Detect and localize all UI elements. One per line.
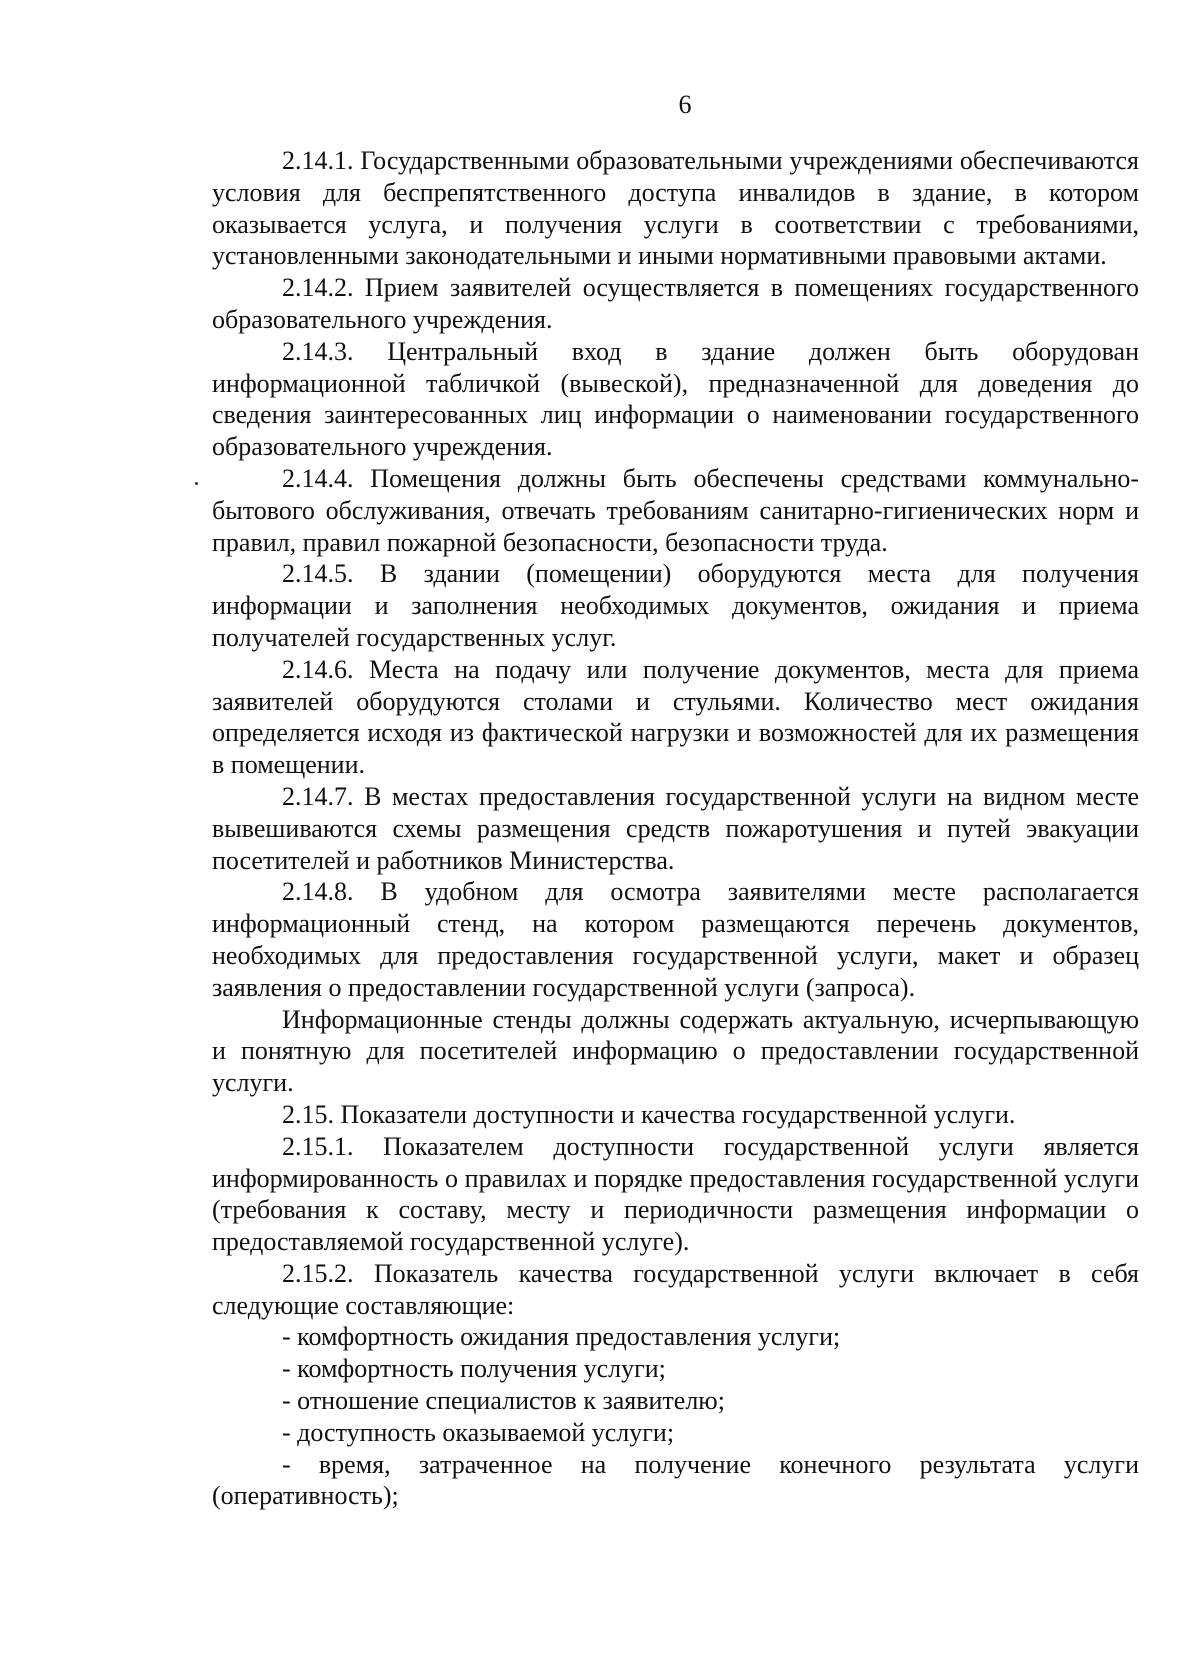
list-item-specialist-attitude: - отношение специалистов к заявителю; bbox=[282, 1386, 725, 1416]
list-item-time-spent: - время, затраченное на получение конечного результата услуги (оперативность); bbox=[212, 1449, 1139, 1511]
page-number: 6 bbox=[678, 90, 692, 119]
paragraph-2-14-4: 2.14.4. Помещения должны быть обеспечены средствами коммунально-бытового обслуживания, отвечать требованиям санитарно-гигиенических норм и правил, правил пожарной безопасности, безопасности труда. bbox=[212, 463, 1139, 557]
paragraph-2-14-7: 2.14.7. В местах предоставления государственной услуги на видном месте вывешиваются схемы размещения средств пожаротушения и путей эвакуации посетителей и работников Министерства. bbox=[212, 781, 1139, 875]
document-body bbox=[212, 145, 1139, 1512]
paragraph-2-14-2: 2.14.2. Прием заявителей осуществляется в помещениях государственного образовательного учреждения. bbox=[212, 273, 1139, 334]
paragraph-2-14-3: 2.14.3. Центральный вход в здание должен быть оборудован информационной табличкой (вывеской), предназначенной для доведения до сведения заинтересованных лиц информации о наименовании государственного образовательного учреждения. bbox=[212, 336, 1139, 462]
list-item-service-accessibility: - доступность оказываемой услуги; bbox=[282, 1417, 675, 1447]
paragraph-2-14-8: 2.14.8. В удобном для осмотра заявителями месте располагается информационный стенд, на котором размещаются перечень документов, необходимых для предоставления государственной услуги, макет и образец заявления о предоставлении государственной услуги (запроса). bbox=[212, 877, 1139, 1002]
paragraph-2-14-1: 2.14.1. Государственными образовательными учреждениями обеспечиваются условия для беспрепятственного доступа инвалидов в здание, в котором оказывается услуга, и получения услуги в соответствии с требованиями, установленными законодательными и иными нормативными правовыми актами. bbox=[212, 146, 1139, 271]
paragraph-information-stands: Информационные стенды должны содержать актуальную, исчерпывающую и понятную для посетителей информацию о предоставлении государственной услуги. bbox=[212, 1004, 1139, 1098]
list-item-receiving-comfort: - комфортность получения услуги; bbox=[282, 1354, 666, 1384]
paragraph-2-14-6: 2.14.6. Места на подачу или получение документов, места для приема заявителей оборудуются столами и стульями. Количество мест ожидания определяется исходя из фактической нагрузки и возможностей для их размещения в помещении. bbox=[212, 654, 1139, 780]
scan-speck bbox=[195, 482, 198, 485]
paragraph-2-15-1: 2.15.1. Показателем доступности государственной услуги является информированность о правилах и порядке предоставления государственной услуги (требования к составу, месту и периодичности размещения информации о предоставляемой государственной услуге). bbox=[212, 1131, 1139, 1257]
paragraph-2-15-2: 2.15.2. Показатель качества государственной услуги включает в себя следующие составляющие: bbox=[212, 1258, 1139, 1320]
paragraph-2-14-5: 2.14.5. В здании (помещении) оборудуются места для получения информации и заполнения необходимых документов, ожидания и приема получателей государственных услуг. bbox=[212, 559, 1139, 652]
paragraph-2-15: 2.15. Показатели доступности и качества государственной услуги. bbox=[282, 1099, 1016, 1129]
list-item-waiting-comfort: - комфортность ожидания предоставления услуги; bbox=[282, 1322, 841, 1352]
